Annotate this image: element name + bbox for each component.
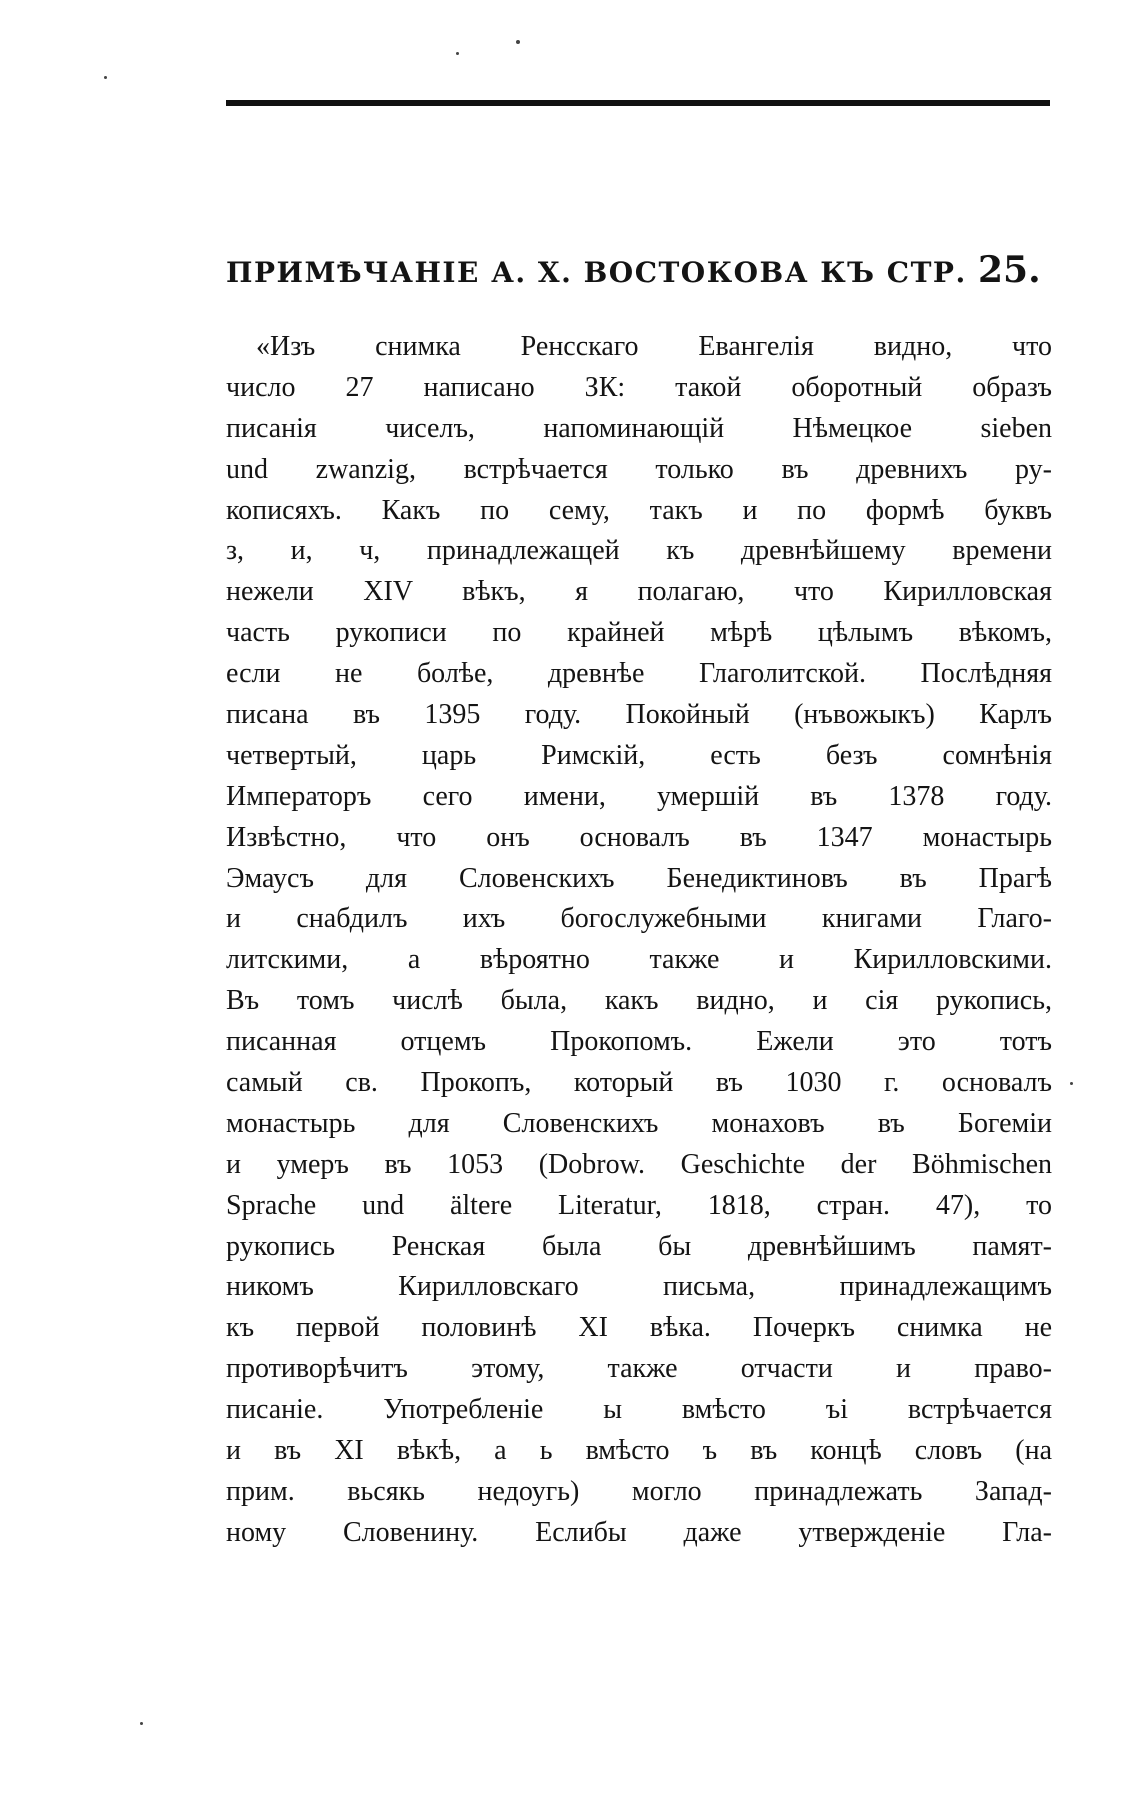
text-line: Извѣстно, что онъ основалъ въ 1347 монастырь xyxy=(226,821,1052,853)
text-line: писана въ 1395 году. Покойный (нъвожыкъ) Карлъ xyxy=(226,699,1052,731)
text-line: и въ XI вѣкѣ, а ь вмѣсто ъ въ концѣ словъ (на xyxy=(226,1435,1052,1467)
text-line: писанная отцемъ Прокопомъ. Ежели это тотъ xyxy=(226,1026,1052,1058)
text-line: кописяхъ. Какъ по сему, такъ и по формѣ буквъ xyxy=(226,494,1052,526)
print-speck xyxy=(516,40,520,44)
print-speck xyxy=(140,1722,143,1725)
text-line: число 27 написано ЗК: такой оборотный образъ xyxy=(226,371,1052,403)
text-line: з, и, ч, принадлежащей къ древнѣйшему времени xyxy=(226,535,1052,567)
print-speck xyxy=(1070,1082,1073,1085)
text-line: писанія чиселъ, напоминающій Нѣмецкое sieben xyxy=(226,412,1052,444)
text-line: если не болѣе, древнѣе Глаголитской. Послѣдняя xyxy=(226,658,1052,690)
heading-text: ПРИМѢЧАНІЕ А. Х. ВОСТОКОВА КЪ СТР. xyxy=(226,256,967,289)
text-line: монастырь для Словенскихъ монаховъ въ Богеміи xyxy=(226,1107,1052,1139)
print-speck xyxy=(104,76,107,79)
text-line: ному Словенину. Еслибы даже утвержденіе Гла- xyxy=(226,1516,1052,1548)
text-line: Въ томъ числѣ была, какъ видно, и сія рукопись, xyxy=(226,985,1052,1017)
print-speck xyxy=(456,52,459,55)
text-line: und zwanzig, встрѣчается только въ древнихъ ру- xyxy=(226,453,1052,485)
text-line: четвертый, царь Римскій, есть безъ сомнѣнія xyxy=(226,739,1052,771)
text-line: «Изъ снимка Ренсскаго Евангелія видно, что xyxy=(256,331,1052,362)
text-line: самый св. Прокопъ, который въ 1030 г. основалъ xyxy=(226,1067,1052,1099)
text-line: никомъ Кирилловскаго письма, принадлежащимъ xyxy=(226,1271,1052,1303)
text-line: рукопись Ренская была бы древнѣйшимъ памят- xyxy=(226,1230,1052,1262)
text-line: нежели XIV вѣкъ, я полагаю, что Кирилловская xyxy=(226,576,1052,608)
text-line: часть рукописи по крайней мѣрѣ цѣлымъ вѣкомъ, xyxy=(226,617,1052,649)
text-line: Эмаусъ для Словенскихъ Бенедиктиновъ въ Прагѣ xyxy=(226,862,1052,894)
text-line: Императоръ сего имени, умершій въ 1378 году. xyxy=(226,780,1052,812)
page-reference: 25. xyxy=(977,249,1041,291)
top-rule xyxy=(226,100,1050,106)
text-line: писаніе. Употребленіе ы вмѣсто ъі встрѣчается xyxy=(226,1394,1052,1426)
text-line: и умеръ въ 1053 (Dobrow. Geschichte der Böhmischen xyxy=(226,1148,1052,1180)
text-line: прим. вьсякь недоугь) могло принадлежать Запад- xyxy=(226,1475,1052,1507)
text-line: и снабдилъ ихъ богослужебными книгами Глаго- xyxy=(226,903,1052,935)
note-body xyxy=(226,327,1052,1554)
text-line: къ первой половинѣ XI вѣка. Почеркъ снимка не xyxy=(226,1312,1052,1344)
note-heading xyxy=(226,250,1052,293)
text-line: литскими, а вѣроятно также и Кирилловскими. xyxy=(226,944,1052,976)
text-line: Sprache und ältere Literatur, 1818, стран. 47), то xyxy=(226,1189,1052,1221)
text-line: противорѣчитъ этому, также отчасти и право- xyxy=(226,1353,1052,1385)
